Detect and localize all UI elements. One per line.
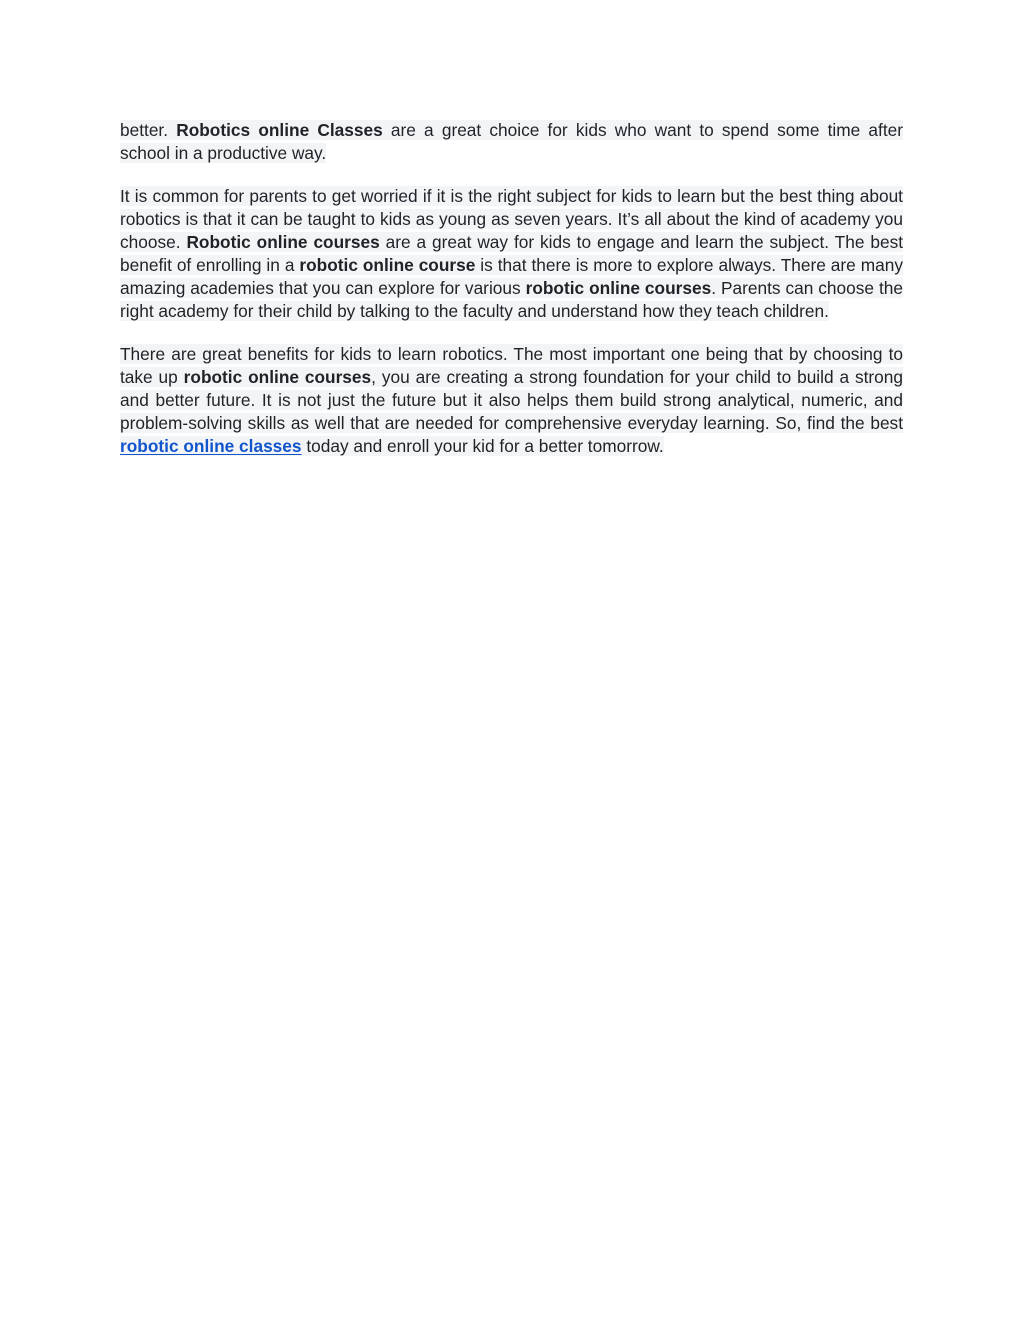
paragraph-2-text xyxy=(120,186,903,321)
paragraph-1 xyxy=(120,119,903,165)
text-segment: There are great benefits for kids to learn robotics. The most important one being that by choosing to take up xyxy=(120,344,903,387)
paragraph-3-text xyxy=(120,344,903,456)
text-segment: , you are creating a strong foundation for your child to build a strong and better future. It is not just the future but it also helps them build strong analytical, numeric, and problem-solving skills as well that are needed for comprehensive everyday learning. So, find the best xyxy=(120,367,903,433)
paragraph-1-text xyxy=(120,120,903,163)
bold-phrase: Robotic online courses xyxy=(186,232,380,252)
bold-phrase: robotic online courses xyxy=(525,278,712,298)
text-segment: is that there is more to explore always. There are many amazing academies that you can explore for various xyxy=(120,255,903,298)
text-segment: today and enroll your kid for a better tomorrow. xyxy=(301,436,664,456)
robotic-online-classes-link[interactable]: robotic online classes xyxy=(120,436,302,456)
paragraph-2 xyxy=(120,185,903,323)
text-segment: are a great choice for kids who want to spend some time after school in a productive way. xyxy=(120,120,904,163)
bold-phrase: Robotics online Classes xyxy=(176,120,383,140)
text-segment: . Parents can choose the right academy for their child by talking to the faculty and understand how they teach children. xyxy=(120,278,903,321)
bold-phrase: robotic online courses xyxy=(183,367,372,387)
text-segment: better. xyxy=(120,120,177,140)
text-segment: It is common for parents to get worried if it is the right subject for kids to learn but the best thing about robotics is that it can be taught to kids as young as seven years. It’s all about the kind of academy you choose. xyxy=(120,186,903,252)
text-segment: are a great way for kids to engage and learn the subject. The best benefit of enrolling in a xyxy=(120,232,904,275)
paragraph-3 xyxy=(120,343,903,458)
document-page xyxy=(120,119,903,458)
bold-phrase: robotic online course xyxy=(299,255,476,275)
